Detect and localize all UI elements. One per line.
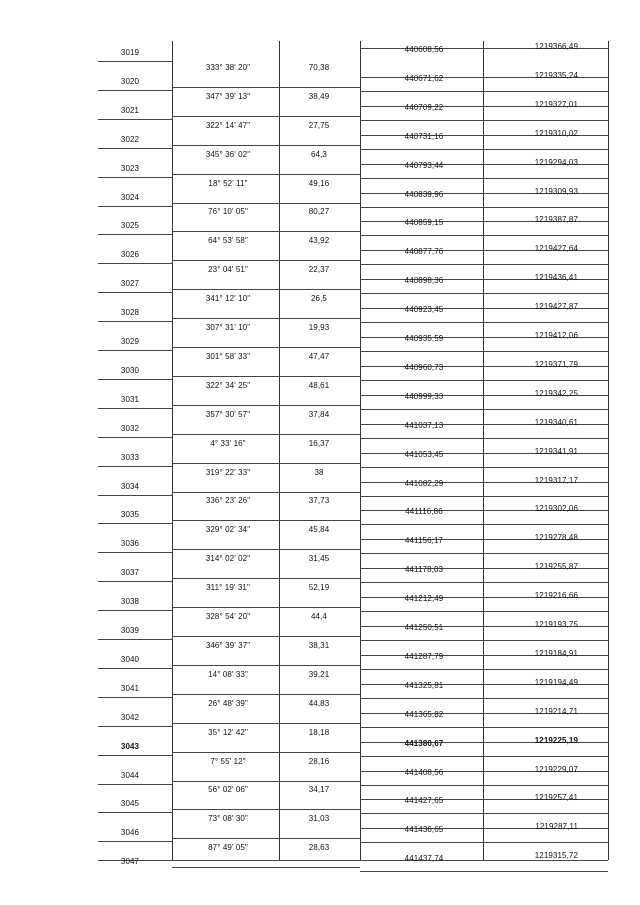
- table-row-line: [172, 318, 360, 319]
- table-row-line: [98, 119, 172, 120]
- table-row-line: [360, 611, 608, 612]
- bearing-cell: 64° 53' 58": [208, 236, 248, 246]
- distance-cell: 22,37: [308, 265, 330, 275]
- bearing-cell: 346° 39' 37": [205, 640, 251, 650]
- table-row-line: [360, 871, 608, 872]
- y-coordinate-cell: 1219184,91: [534, 648, 578, 658]
- table-row-line: [172, 463, 360, 464]
- x-coordinate-cell: 441408,56: [404, 767, 444, 777]
- bearing-cell: 7° 55' 12": [210, 756, 246, 766]
- y-coordinate-cell: 1219341,91: [534, 446, 578, 456]
- point-number: 3039: [120, 626, 140, 635]
- table-row-line: [360, 91, 608, 92]
- table-row-line: [172, 752, 360, 753]
- bearing-cell: 18° 52' 11": [208, 178, 248, 188]
- x-coordinate-cell: 440935,59: [404, 334, 444, 343]
- bearing-cell: 4° 33' 16": [210, 438, 246, 448]
- point-number: 3033: [120, 452, 140, 462]
- y-coordinate-cell: 1219436,41: [534, 273, 578, 283]
- table-row-line: [98, 697, 172, 698]
- table-row-line: [360, 351, 608, 352]
- bearing-cell: 322° 34' 25": [205, 380, 251, 390]
- distance-cell: 45,84: [308, 525, 330, 535]
- x-coordinate-cell: 441116,86: [405, 507, 443, 517]
- y-coordinate-cell: 1219255,87: [534, 562, 578, 572]
- bearing-cell: 336° 23' 26": [205, 496, 251, 506]
- table-row-line: [172, 607, 360, 608]
- point-number: 3034: [120, 481, 140, 491]
- table-row-line: [172, 549, 360, 550]
- y-coordinate-cell: 1219327,01: [534, 99, 578, 109]
- x-coordinate-cell: 440793,44: [404, 160, 444, 170]
- distance-cell: 64,3: [311, 149, 327, 159]
- y-coordinate-cell: 1219335,24: [534, 70, 578, 80]
- y-coordinate-cell: 1219216,66: [534, 591, 578, 601]
- table-row-line: [98, 321, 172, 322]
- distance-cell: 44,83: [308, 698, 330, 708]
- bearing-cell: 301° 58' 33": [205, 351, 251, 361]
- distance-cell: 43,92: [308, 236, 330, 246]
- table-row-line: [172, 116, 360, 117]
- y-coordinate-cell: 1219225,19: [534, 735, 578, 745]
- distance-cell: 44,4: [311, 612, 327, 621]
- distance-cell: 38,49: [308, 91, 330, 101]
- table-row-line: [360, 640, 608, 641]
- bearing-cell: 328° 54' 20": [205, 612, 251, 621]
- bearing-cell: 322° 14' 47": [205, 120, 251, 130]
- point-number: 3036: [120, 539, 140, 549]
- y-coordinate-cell: 1219229,07: [534, 764, 578, 774]
- x-coordinate-cell: 441037,13: [404, 420, 444, 430]
- bearing-cell: 87° 49' 05": [208, 843, 248, 853]
- bearing-cell: 73° 08' 30": [208, 814, 248, 824]
- table-row-line: [360, 842, 608, 843]
- point-number: 3046: [120, 828, 140, 838]
- table-row-line: [172, 665, 360, 666]
- table-row-line: [360, 235, 608, 236]
- distance-cell: 52,19: [308, 583, 330, 593]
- y-coordinate-cell: 1219214,71: [534, 706, 578, 716]
- table-row-line: [98, 437, 172, 438]
- table-row-line: [172, 838, 360, 839]
- x-coordinate-cell: 441437,74: [404, 854, 444, 864]
- bearing-cell: 35° 12' 42": [208, 727, 248, 737]
- table-row-line: [98, 263, 172, 264]
- bearing-cell: 56° 02' 06": [208, 785, 248, 795]
- table-row-line: [360, 553, 608, 554]
- x-coordinate-cell: 440731,16: [404, 131, 444, 141]
- table-row-line: [360, 120, 608, 121]
- x-coordinate-cell: 440709,22: [404, 102, 444, 112]
- table-row-line: [98, 90, 172, 91]
- table-row-line: [360, 727, 608, 728]
- table-row-line: [172, 260, 360, 261]
- x-coordinate-cell: 441365,82: [404, 709, 444, 719]
- distance-cell: 19,93: [308, 323, 330, 332]
- point-number: 3027: [120, 279, 140, 289]
- table-row-line: [172, 347, 360, 348]
- table-row-line: [360, 698, 608, 699]
- point-number: 3045: [120, 799, 140, 809]
- point-number: 3040: [120, 654, 140, 664]
- point-number: 3043: [120, 741, 140, 751]
- table-row-line: [360, 756, 608, 757]
- table-row-line: [360, 149, 608, 150]
- distance-cell: 39,21: [308, 669, 330, 679]
- point-number: 3026: [120, 250, 140, 260]
- distance-cell: 28,16: [308, 756, 330, 766]
- table-row-line: [98, 177, 172, 178]
- x-coordinate-cell: 441380,67: [404, 738, 444, 748]
- x-coordinate-cell: 441156,17: [404, 536, 444, 546]
- distance-cell: 47,47: [308, 351, 330, 361]
- point-number: 3032: [120, 423, 140, 433]
- distance-cell: 16,37: [308, 438, 330, 448]
- y-coordinate-cell: 1219427,64: [534, 244, 578, 254]
- bearing-cell: 314° 02' 02": [205, 554, 251, 564]
- point-number: 3023: [120, 163, 140, 173]
- table-row-line: [172, 809, 360, 810]
- table-row-line: [98, 148, 172, 149]
- distance-cell: 27,75: [308, 120, 330, 130]
- table-vertical-line: [172, 41, 173, 860]
- y-coordinate-cell: 1219387,87: [534, 215, 578, 225]
- table-row-line: [98, 726, 172, 727]
- point-number: 3029: [120, 337, 140, 346]
- y-coordinate-cell: 1219294,03: [534, 157, 578, 167]
- x-coordinate-cell: 440898,36: [404, 276, 444, 286]
- point-number: 3041: [120, 683, 140, 693]
- point-number: 3022: [120, 134, 140, 144]
- x-coordinate-cell: 441287,79: [404, 651, 444, 661]
- table-row-line: [172, 174, 360, 175]
- point-number: 3042: [120, 712, 140, 722]
- table-row-line: [98, 784, 172, 785]
- distance-cell: 37,84: [308, 409, 330, 419]
- point-number: 3038: [120, 597, 140, 607]
- table-row-line: [360, 178, 608, 179]
- table-row-line: [172, 434, 360, 435]
- point-number: 3019: [120, 48, 140, 57]
- table-row-line: [172, 694, 360, 695]
- bearing-cell: 307° 31' 10": [205, 323, 251, 332]
- table-row-line: [98, 552, 172, 553]
- x-coordinate-cell: 440999,33: [404, 391, 444, 401]
- point-number: 3044: [120, 770, 140, 780]
- point-number: 3037: [120, 568, 140, 578]
- table-row-line: [98, 755, 172, 756]
- table-row-line: [360, 380, 608, 381]
- x-coordinate-cell: 440859,15: [404, 218, 444, 228]
- bearing-cell: 26° 48' 39": [208, 698, 248, 708]
- table-row-line: [98, 495, 172, 496]
- table-row-line: [172, 520, 360, 521]
- point-number: 3021: [120, 105, 140, 115]
- x-coordinate-cell: 440608,56: [404, 45, 444, 54]
- bearing-cell: 333° 38' 20": [205, 62, 251, 72]
- y-coordinate-cell: 1219315,72: [534, 851, 578, 861]
- table-vertical-line: [279, 41, 280, 860]
- table-row-line: [98, 379, 172, 380]
- y-coordinate-cell: 1219287,11: [535, 822, 578, 832]
- bearing-cell: 76° 10' 05": [208, 207, 248, 217]
- table-row-line: [172, 492, 360, 493]
- table-row-line: [360, 264, 608, 265]
- table-row-line: [172, 781, 360, 782]
- table-row-line: [172, 376, 360, 377]
- x-coordinate-cell: 440960,73: [404, 362, 444, 372]
- table-row-line: [172, 203, 360, 204]
- table-row-line: [360, 813, 608, 814]
- x-coordinate-cell: 441212,49: [404, 594, 444, 604]
- table-row-line: [360, 409, 608, 410]
- distance-cell: 38,31: [308, 640, 330, 650]
- table-row-line: [360, 293, 608, 294]
- table-row-line: [98, 234, 172, 235]
- table-row-line: [172, 723, 360, 724]
- table-row-line: [172, 867, 360, 868]
- table-row-line: [172, 289, 360, 290]
- table-row-line: [98, 668, 172, 669]
- table-row-line: [98, 466, 172, 467]
- x-coordinate-cell: 441250,51: [404, 623, 444, 632]
- table-row-line: [172, 636, 360, 637]
- table-row-line: [360, 322, 608, 323]
- table-row-line: [98, 812, 172, 813]
- x-coordinate-cell: 440839,96: [404, 189, 444, 199]
- y-coordinate-cell: 1219302,06: [534, 504, 578, 514]
- table-row-line: [360, 438, 608, 439]
- bearing-cell: 14° 08' 33": [208, 669, 248, 679]
- table-row-line: [98, 639, 172, 640]
- table-row-line: [172, 231, 360, 232]
- x-coordinate-cell: 441427,65: [404, 796, 444, 806]
- distance-cell: 80,27: [308, 207, 330, 217]
- distance-cell: 26,5: [311, 294, 327, 304]
- x-coordinate-cell: 440877,76: [404, 247, 444, 257]
- y-coordinate-cell: 1219340,61: [534, 417, 578, 427]
- distance-cell: 34,17: [308, 785, 330, 795]
- distance-cell: 48,61: [308, 380, 330, 390]
- x-coordinate-cell: 440923,45: [404, 305, 444, 315]
- table-row-line: [360, 582, 608, 583]
- y-coordinate-cell: 1219309,93: [534, 186, 578, 196]
- y-coordinate-cell: 1219366,49: [534, 42, 578, 51]
- table-bottom-line: [98, 860, 608, 861]
- y-coordinate-cell: 1219278,48: [534, 533, 578, 543]
- table-row-line: [98, 350, 172, 351]
- table-row-line: [98, 841, 172, 842]
- table-row-line: [98, 581, 172, 582]
- table-vertical-line: [608, 41, 609, 860]
- y-coordinate-cell: 1219257,41: [534, 793, 578, 803]
- point-number: 3028: [120, 308, 140, 318]
- distance-cell: 31,45: [308, 554, 330, 564]
- table-row-line: [98, 523, 172, 524]
- x-coordinate-cell: 440671,62: [404, 73, 444, 83]
- x-coordinate-cell: 441082,29: [404, 478, 444, 488]
- table-row-line: [172, 145, 360, 146]
- bearing-cell: 311° 19' 31": [206, 583, 250, 593]
- y-coordinate-cell: 1219194,49: [534, 677, 578, 687]
- table-row-line: [98, 408, 172, 409]
- table-row-line: [172, 578, 360, 579]
- y-coordinate-cell: 1219342,25: [534, 388, 578, 398]
- y-coordinate-cell: 1219412,06: [534, 331, 578, 340]
- point-number: 3031: [120, 394, 140, 404]
- y-coordinate-cell: 1219310,02: [534, 128, 578, 138]
- table-row-line: [360, 496, 608, 497]
- bearing-cell: 357° 30' 57": [205, 409, 251, 419]
- bearing-cell: 347° 39' 13": [205, 91, 251, 101]
- x-coordinate-cell: 441436,65: [404, 825, 444, 835]
- table-row-line: [98, 61, 172, 62]
- table-row-line: [98, 292, 172, 293]
- distance-cell: 37,73: [308, 496, 330, 506]
- x-coordinate-cell: 441053,45: [404, 449, 444, 459]
- bearing-cell: 345° 36' 02": [205, 149, 251, 159]
- point-number: 3020: [120, 76, 140, 86]
- table-row-line: [360, 669, 608, 670]
- table-row-line: [172, 87, 360, 88]
- x-coordinate-cell: 441178,03: [404, 565, 444, 575]
- bearing-cell: 319° 22' 33": [205, 467, 251, 477]
- point-number: 3035: [120, 510, 140, 520]
- x-coordinate-cell: 441325,81: [404, 680, 444, 690]
- point-number: 3030: [120, 365, 140, 375]
- bearing-cell: 329° 02' 34": [205, 525, 251, 535]
- table-row-line: [360, 467, 608, 468]
- distance-cell: 38: [314, 467, 324, 477]
- bearing-cell: 341° 12' 10": [205, 294, 251, 304]
- table-row-line: [360, 524, 608, 525]
- table-row-line: [360, 785, 608, 786]
- point-number: 3025: [120, 221, 140, 231]
- distance-cell: 28,63: [308, 843, 330, 853]
- y-coordinate-cell: 1219427,87: [534, 302, 578, 312]
- table-row-line: [98, 206, 172, 207]
- distance-cell: 49,16: [308, 178, 330, 188]
- y-coordinate-cell: 1219371,79: [534, 359, 578, 369]
- distance-cell: 18,18: [308, 727, 330, 737]
- y-coordinate-cell: 1219193,75: [534, 620, 578, 629]
- point-number: 3024: [120, 192, 140, 202]
- distance-cell: 70,38: [308, 62, 330, 72]
- distance-cell: 31,03: [308, 814, 330, 824]
- table-row-line: [172, 405, 360, 406]
- point-number: 3047: [120, 857, 140, 867]
- table-row-line: [98, 610, 172, 611]
- bearing-cell: 23° 04' 51": [208, 265, 248, 275]
- y-coordinate-cell: 1219317,17: [534, 475, 578, 485]
- table-row-line: [360, 207, 608, 208]
